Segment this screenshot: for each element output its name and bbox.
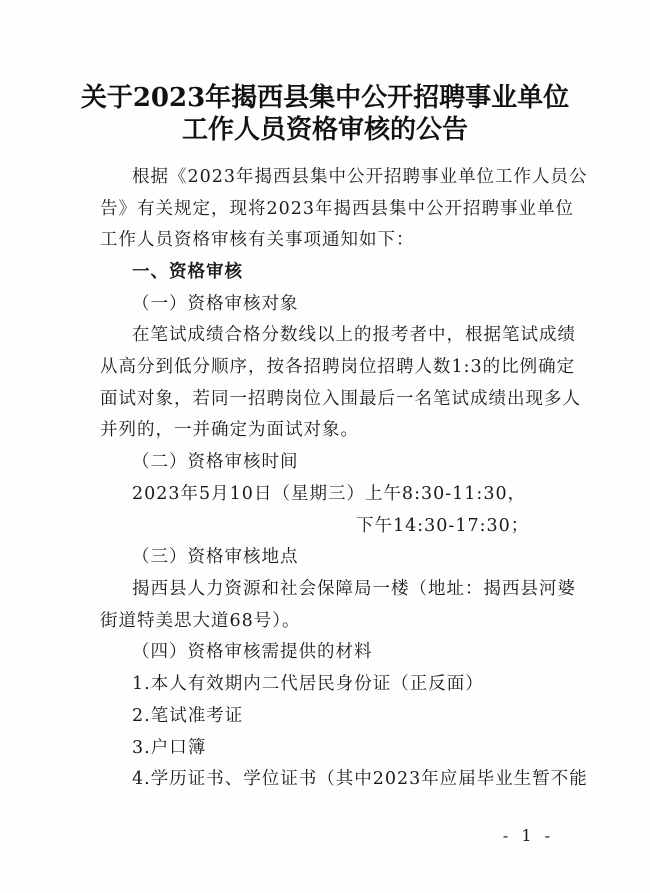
- body-line: 并列的，一并确定为面试对象。: [100, 420, 359, 440]
- list-item: 3.户口簿: [132, 738, 207, 758]
- body-line: 根据《2023年揭西县集中公开招聘事业单位工作人员公: [132, 167, 588, 187]
- subsection-heading: （二）资格审核时间: [132, 452, 299, 472]
- body-line: 在笔试成绩合格分数线以上的报考者中，根据笔试成绩: [132, 325, 576, 345]
- section-heading: 一、资格审核: [132, 262, 243, 282]
- schedule-line: 2023年5月10日（星期三）上午8:30-11:30，: [132, 484, 527, 504]
- page-number: - 1 -: [502, 826, 554, 845]
- list-item: 2.笔试准考证: [132, 706, 244, 726]
- subsection-heading: （一）资格审核对象: [132, 294, 299, 314]
- list-item: 1.本人有效期内二代居民身份证（正反面）: [132, 674, 484, 694]
- body-line: 面试对象，若同一招聘岗位入围最后一名笔试成绩出现多人: [100, 389, 581, 409]
- subsection-heading: （三）资格审核地点: [132, 547, 299, 567]
- body-line: 揭西县人力资源和社会保障局一楼（地址：揭西县河婆: [132, 579, 576, 599]
- document-title-line-2: 工作人员资格审核的公告: [181, 115, 468, 145]
- subsection-heading: （四）资格审核需提供的材料: [132, 642, 373, 662]
- schedule-line: 下午14:30-17:30；: [356, 516, 530, 536]
- list-item: 4.学历证书、学位证书（其中2023年应届毕业生暂不能: [132, 769, 588, 789]
- body-line: 从高分到低分顺序，按各招聘岗位招聘人数1:3的比例确定: [100, 357, 576, 377]
- body-line: 工作人员资格审核有关事项通知如下：: [100, 230, 415, 250]
- body-line: 告》有关规定，现将2023年揭西县集中公开招聘事业单位: [100, 199, 575, 219]
- body-line: 街道特美思大道68号）。: [100, 611, 301, 631]
- document-title-line-1: 关于2023年揭西县集中公开招聘事业单位: [80, 83, 570, 113]
